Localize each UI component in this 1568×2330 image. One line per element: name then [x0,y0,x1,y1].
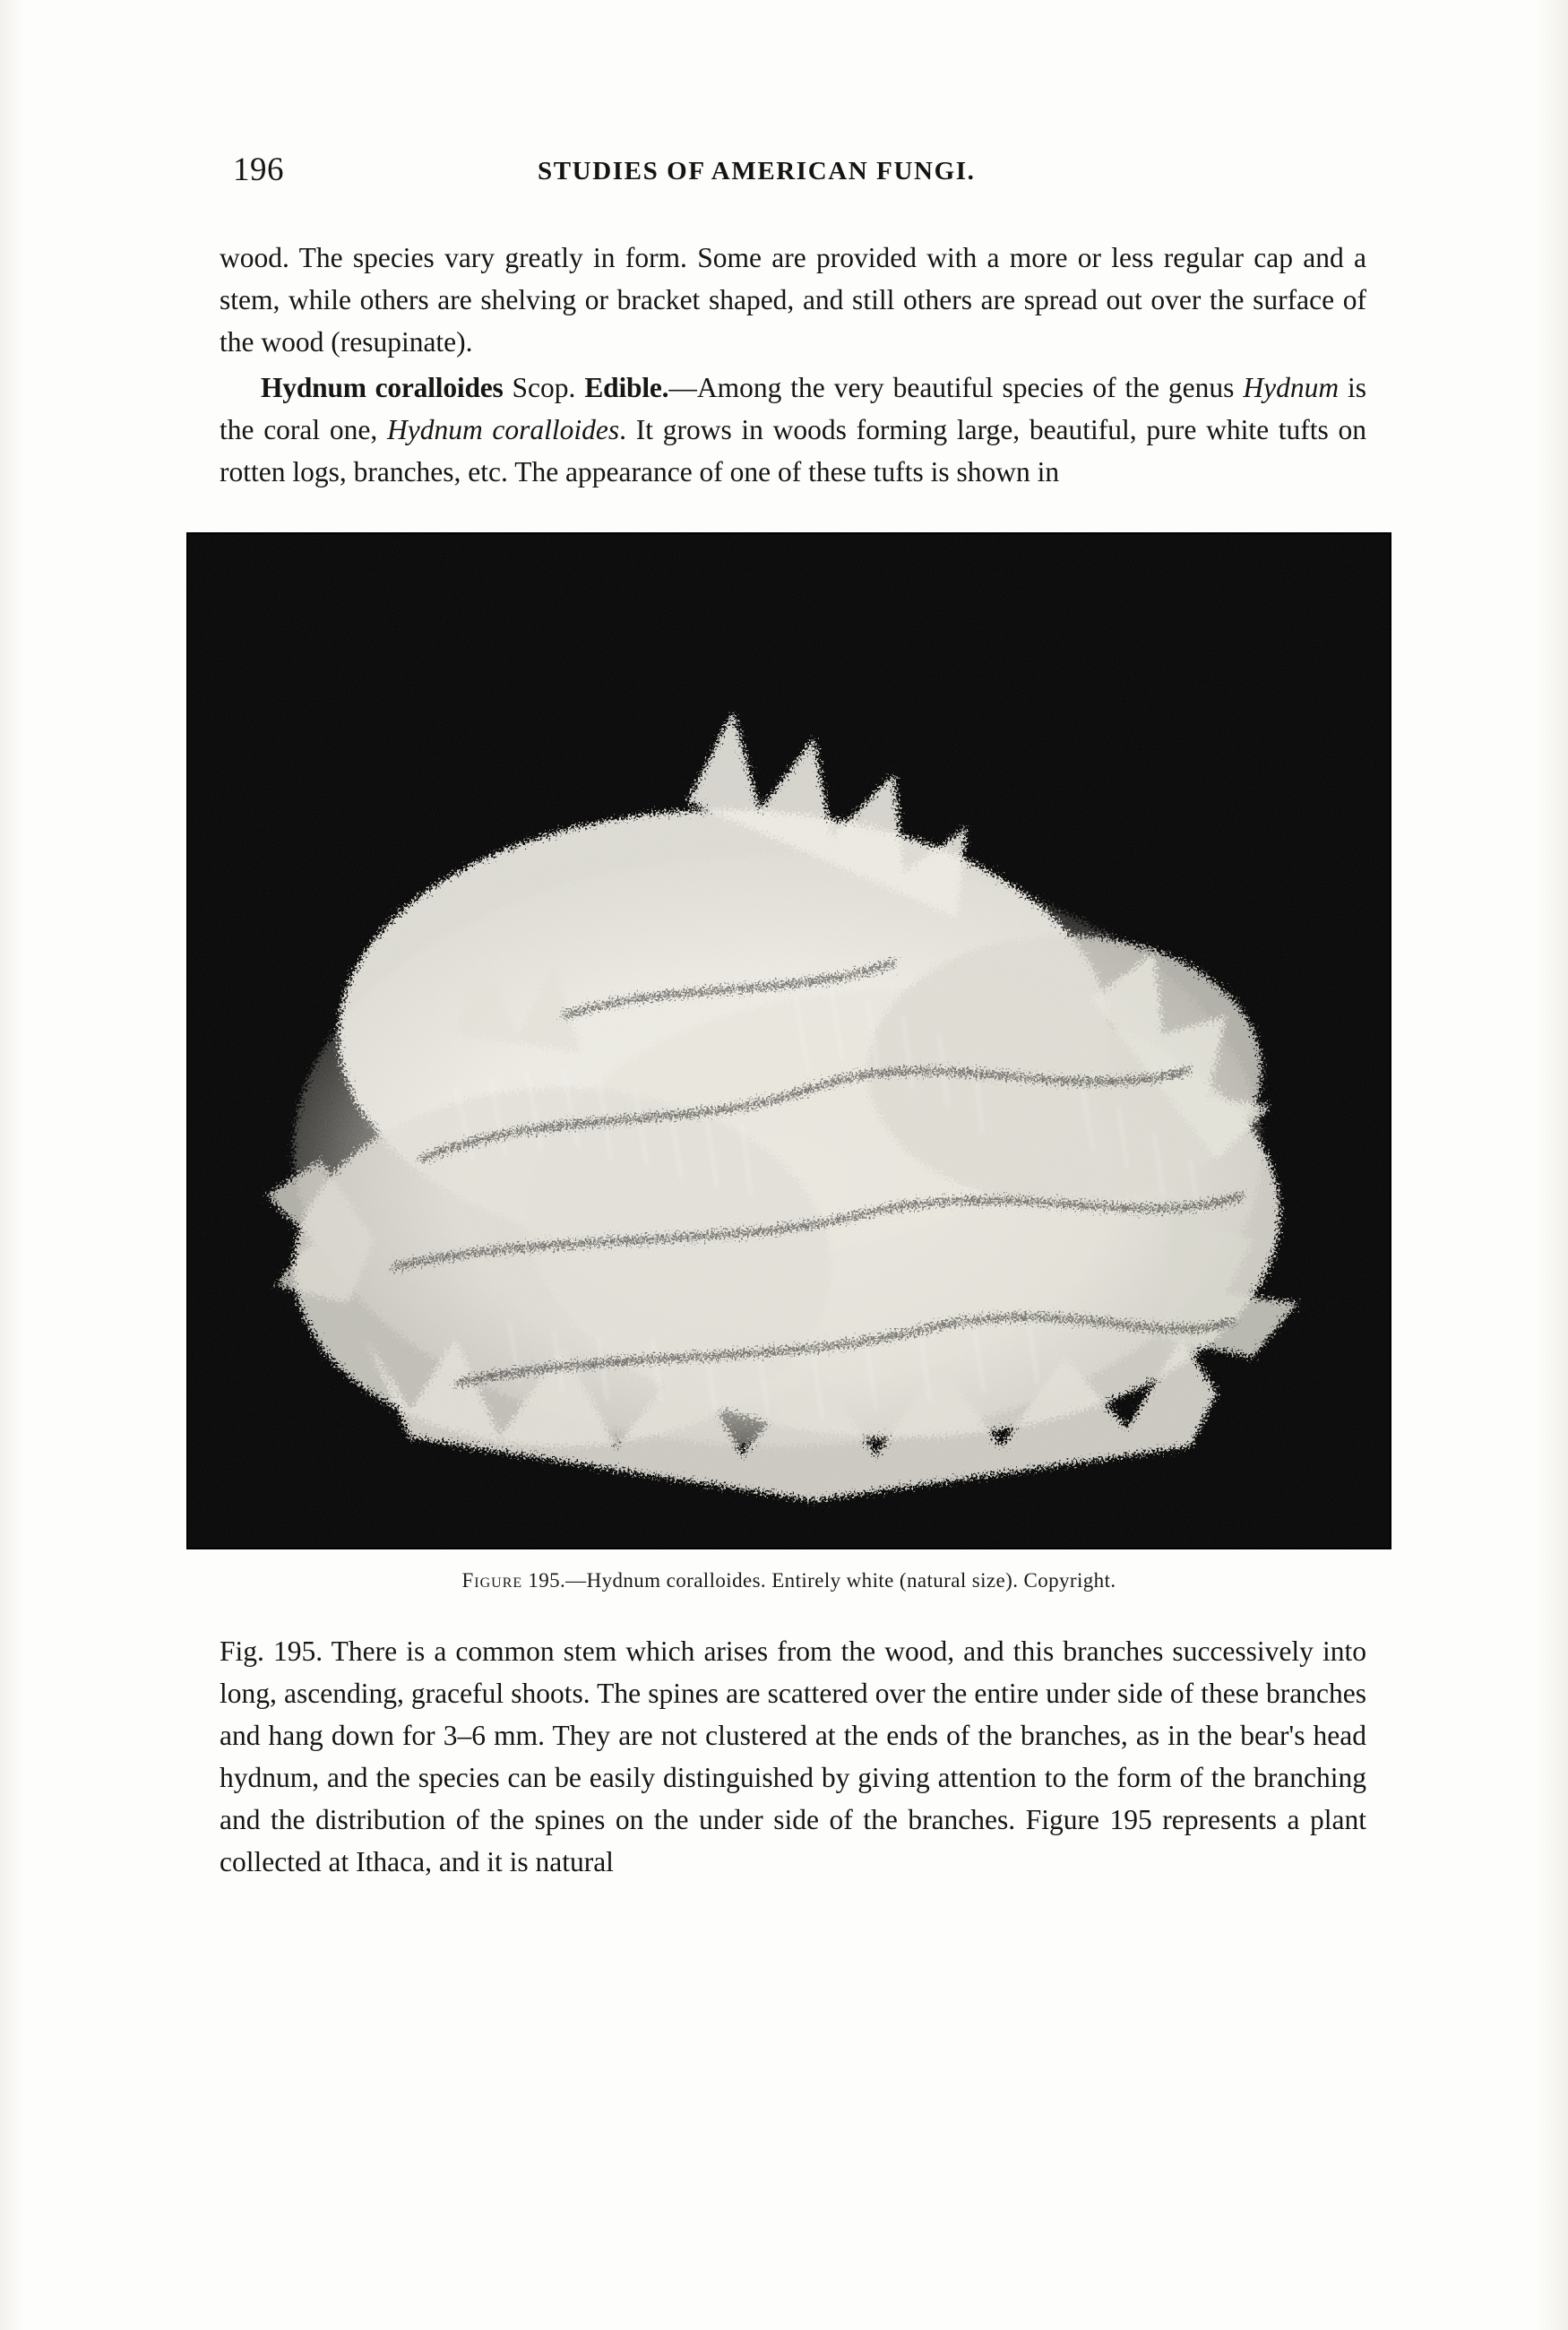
page-number: 196 [233,151,284,188]
figure-195 [186,532,1391,1592]
paragraph-species-entry [220,367,1366,493]
hydnum-coralloides-photo [186,532,1391,1549]
scan-edge-left [0,0,25,2330]
edibility-label: Edible. [584,372,669,403]
genus-italic: Hydnum [1243,372,1340,403]
running-head-title: STUDIES OF AMERICAN FUNGI. [538,157,976,186]
species-name: Hydnum coralloides [261,372,504,403]
scan-edge-right [1536,0,1568,2330]
figure-caption-number: 195. [528,1569,566,1592]
after-figure-text [220,1630,1366,1883]
figure-image [186,532,1391,1549]
species-text-2: is the coral one, [220,372,1367,445]
species-authority: Scop. [503,372,585,403]
species-text-1: —Among the very beautiful species of the genus [668,372,1244,403]
running-head [220,134,1366,188]
figure-caption-text: —Hydnum coralloides. Entirely white (natural size). Copyright. [565,1569,1116,1592]
species-text-3: . It grows in woods forming large, beautiful, pure white tufts on rotten logs, branches, etc. The appearance of one of these tufts is shown in [220,414,1366,488]
page-content [220,134,1366,1883]
figure-caption-label: Figure [461,1569,523,1592]
paragraph-continued: wood. The species vary greatly in form. Some are provided with a more or less regular cap and a stem, while others are shelving or bracket shaped, and still others are spread out over the surface of the wood (resupinate). [220,242,1366,358]
species-italic: Hydnum coralloides [386,414,620,445]
figure-caption [186,1569,1391,1592]
paragraph-after-figure: Fig. 195. There is a common stem which arises from the wood, and this branches successively into long, ascending, graceful shoots. The spines are scattered over the entire under side of these branches and hang down for 3–6 mm. They are not clustered at the ends of the branches, as in the bear's head hydnum, and the species can be easily distinguished by giving attention to the form of the branching and the distribution of the spines on the under side of the branches. Figure 195 represents a plant collected at Ithaca, and it is natural [220,1635,1366,1877]
